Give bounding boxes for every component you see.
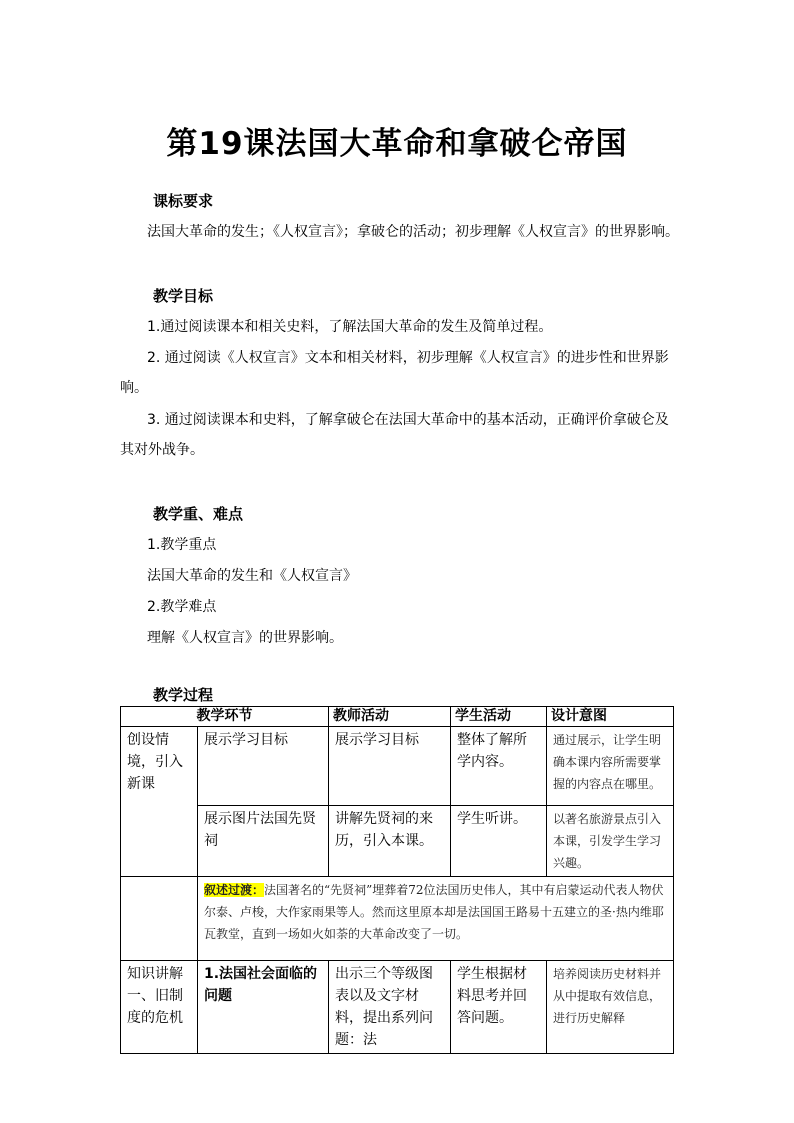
section-heading-keypoints: 教学重、难点 <box>153 505 244 523</box>
empty-stage-cell <box>121 877 198 961</box>
teaching-process-table <box>120 706 674 1054</box>
header-student-activity: 学生活动 <box>451 707 547 727</box>
goal-item-2-line-2: 响。 <box>120 380 148 396</box>
transition-narration-cell <box>198 877 674 961</box>
student-cell: 整体了解所学内容。 <box>451 727 547 806</box>
table-row <box>121 806 674 877</box>
stage-cell: 知识讲解一、旧制度的危机 <box>121 961 198 1054</box>
step-cell: 展示学习目标 <box>198 727 329 806</box>
student-cell: 学生根据材料思考并回答问题。 <box>451 961 547 1054</box>
header-stage: 教学环节 <box>121 707 329 727</box>
student-cell: 学生听讲。 <box>451 806 547 877</box>
standard-text: 法国大革命的发生；《人权宣言》；拿破仑的活动；初步理解《人权宣言》的世界影响。 <box>147 224 679 240</box>
transition-label: 叙述过渡： <box>204 883 265 897</box>
table-row <box>121 727 674 806</box>
step-cell <box>198 961 329 1054</box>
intent-cell: 通过展示，让学生明确本课内容所需要掌握的内容点在哪里。 <box>547 727 674 806</box>
section-heading-goals: 教学目标 <box>153 287 214 305</box>
table-header-row <box>121 707 674 727</box>
table-row <box>121 877 674 961</box>
header-teacher-activity: 教师活动 <box>329 707 451 727</box>
step-text: 1.法国社会面临的问题 <box>204 966 318 1004</box>
step-cell: 展示图片法国先贤祠 <box>198 806 329 877</box>
stage-cell: 创设情境，引入新课 <box>121 727 198 877</box>
key-point-text: 法国大革命的发生和《人权宣言》 <box>147 568 357 584</box>
difficult-point-text: 理解《人权宣言》的世界影响。 <box>147 630 343 646</box>
table-row <box>121 961 674 1054</box>
intent-cell: 培养阅读历史材料并从中提取有效信息，进行历史解释 <box>547 961 674 1054</box>
transition-text: 法国著名的“先贤祠”埋葬着72位法国历史伟人，其中有启蒙运动代表人物伏尔泰、卢梭，大作家雨果等人。然而这里原本却是法国国王路易十五建立的圣·热内维耶瓦教堂，直到一场如火如荼的大革命改变了一切。 <box>204 883 664 941</box>
goal-item-3-line-2: 其对外战争。 <box>120 442 204 458</box>
goal-item-3-line-1: 3. 通过阅读课本和史料，了解拿破仑在法国大革命中的基本活动，正确评价拿破仑及 <box>147 412 669 428</box>
teacher-cell: 展示学习目标 <box>329 727 451 806</box>
teacher-cell: 讲解先贤祠的来历，引入本课。 <box>329 806 451 877</box>
section-heading-standard: 课标要求 <box>153 192 214 210</box>
goal-item-2-line-1: 2. 通过阅读《人权宣言》文本和相关材料，初步理解《人权宣言》的进步性和世界影 <box>147 350 669 366</box>
header-design-intent: 设计意图 <box>547 707 674 727</box>
section-heading-process: 教学过程 <box>153 686 214 704</box>
key-point-label: 1.教学重点 <box>147 537 217 553</box>
difficult-point-label: 2.教学难点 <box>147 599 217 615</box>
intent-cell: 以著名旅游景点引入本课，引发学生学习兴趣。 <box>547 806 674 877</box>
goal-item-1: 1.通过阅读课本和相关史料，了解法国大革命的发生及简单过程。 <box>147 319 553 335</box>
page-title: 第19课法国大革命和拿破仑帝国 <box>166 126 628 162</box>
teacher-cell: 出示三个等级图表以及文字材料，提出系列问题：法 <box>329 961 451 1054</box>
